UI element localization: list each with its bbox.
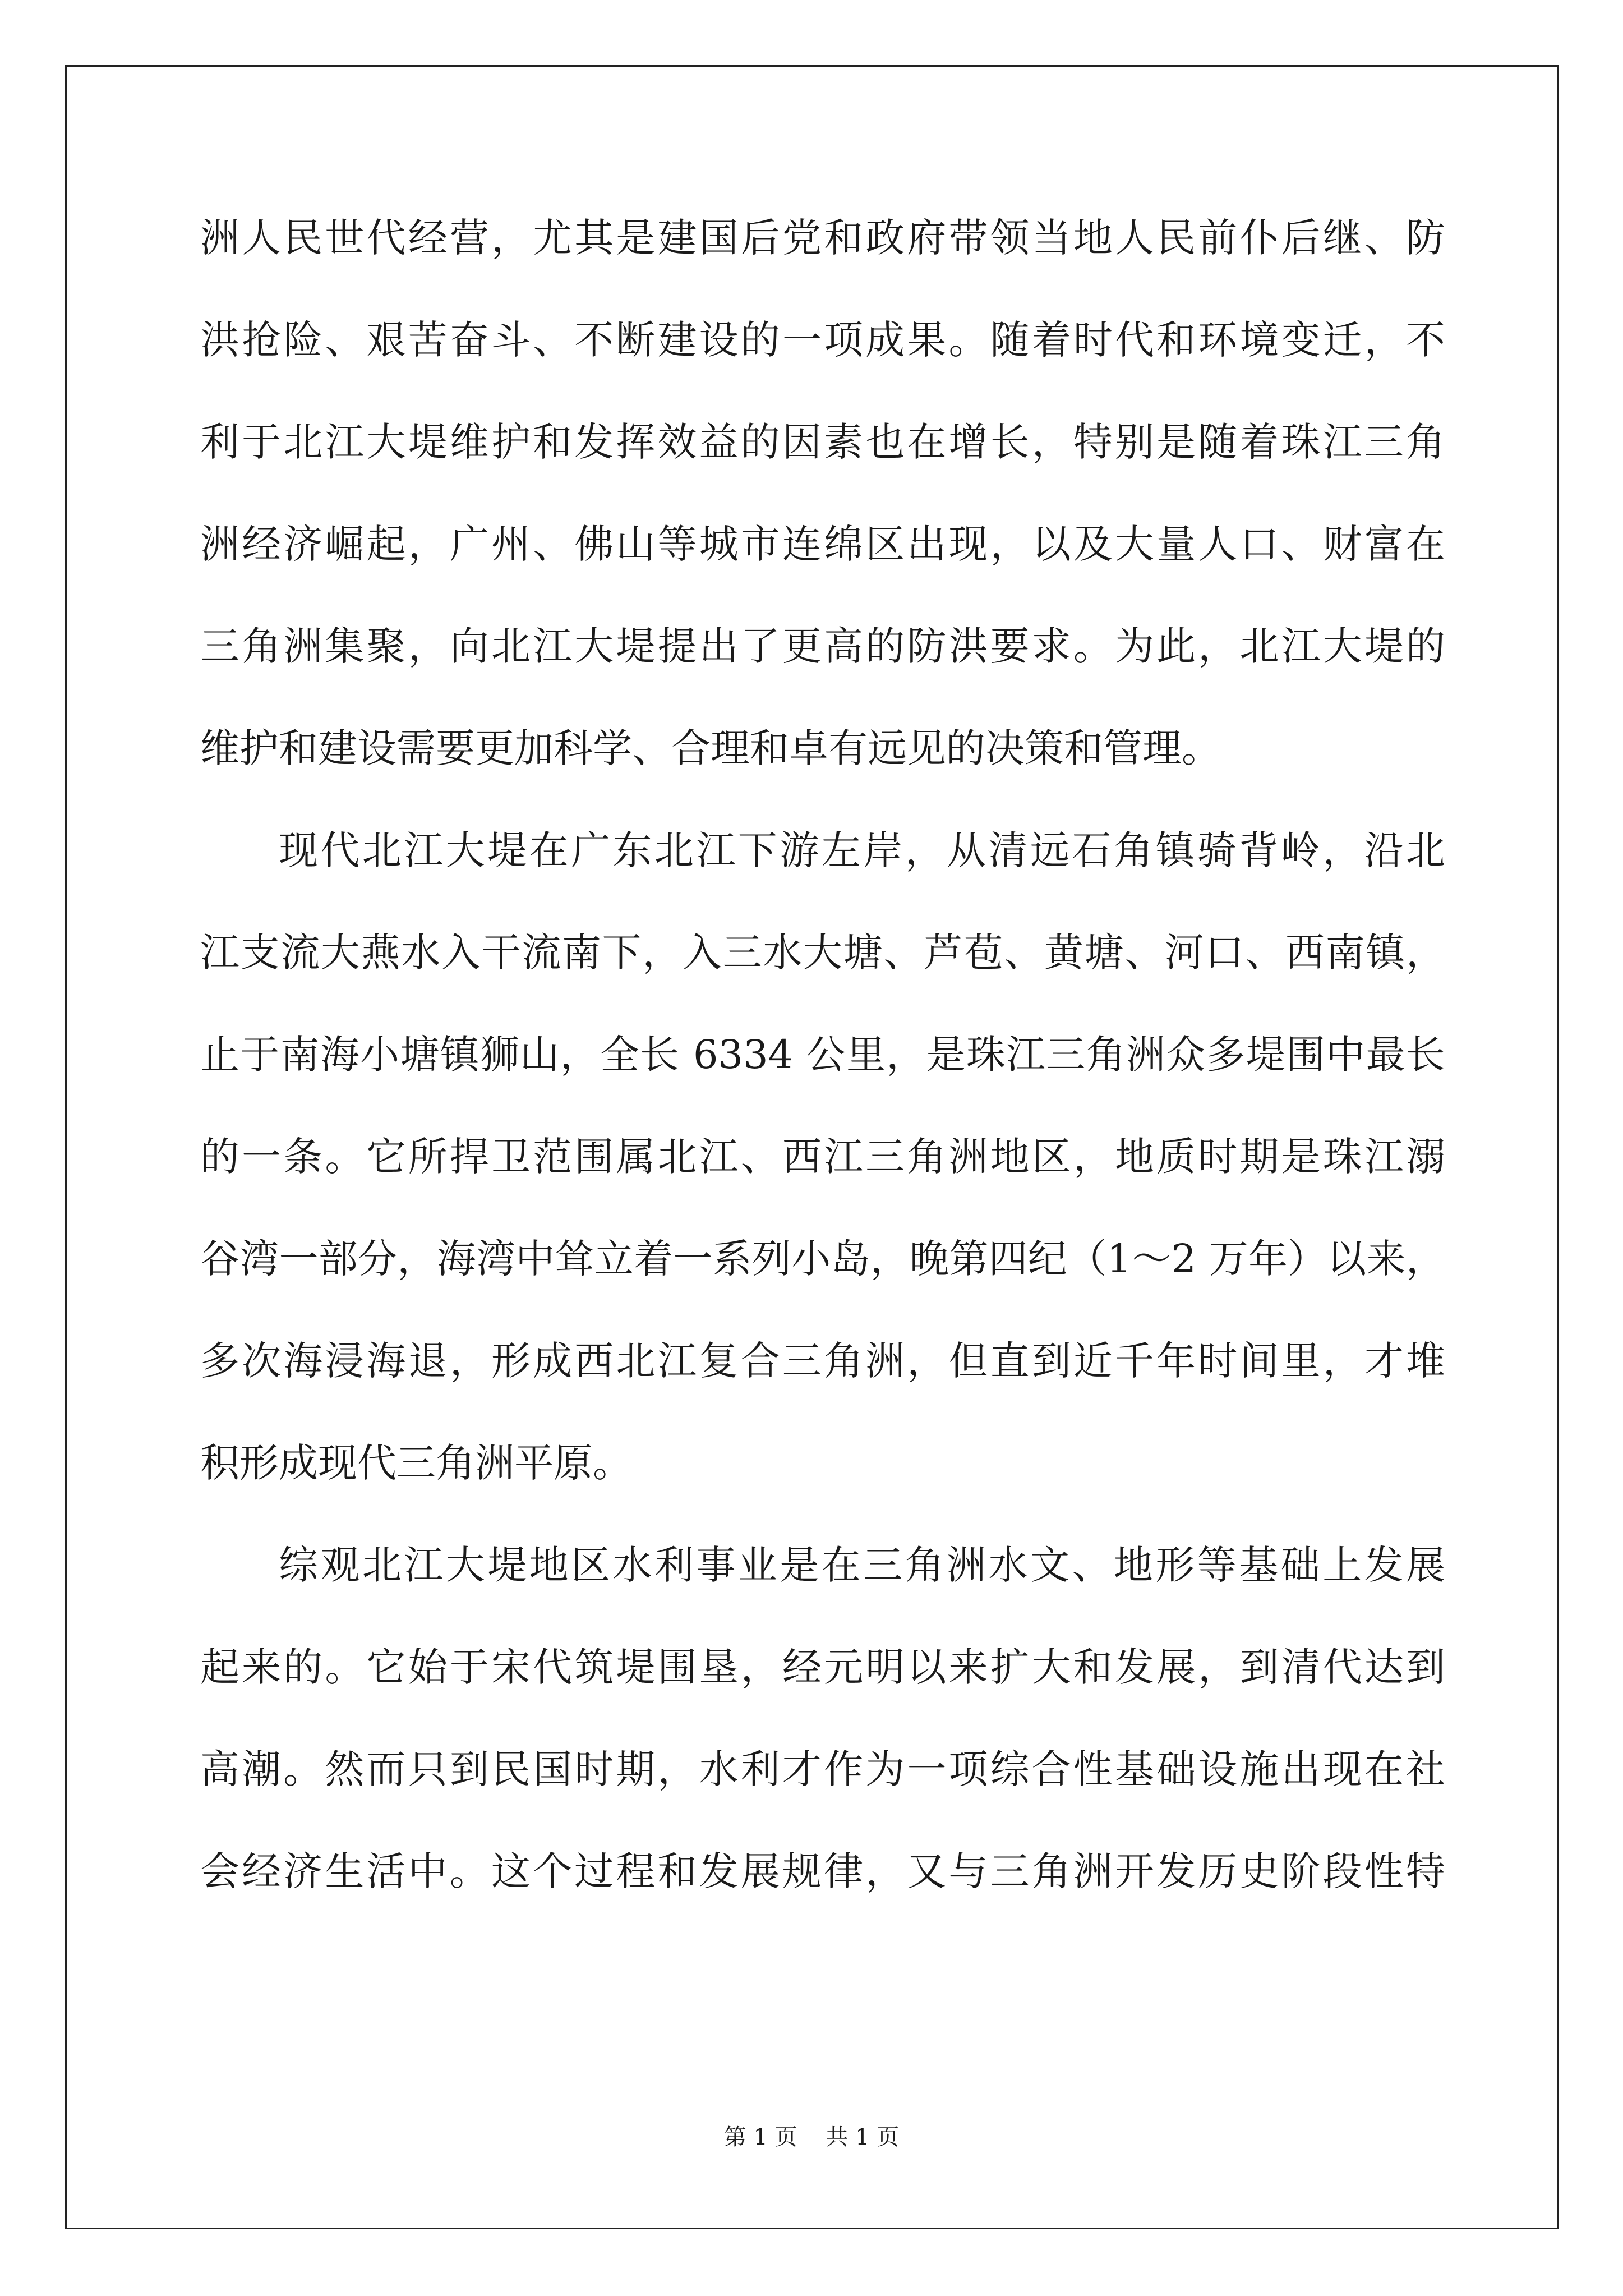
page-number: 第 1 页 共 1 页 [723, 2124, 900, 2150]
text-line: 谷湾一部分，海湾中耸立着一系列小岛，晚第四纪（1～2 万年）以来， [200, 1236, 1445, 1282]
text-line: 高潮。然而只到民国时期，水利才作为一项综合性基础设施出现在社 [200, 1746, 1445, 1792]
text-line: 的一条。它所捍卫范围属北江、西江三角洲地区，地质时期是珠江溺 [200, 1134, 1445, 1180]
text-line: 维护和建设需要更加科学、合理和卓有远见的决策和管理。 [200, 725, 1221, 771]
text-line: 积形成现代三角洲平原。 [200, 1440, 632, 1486]
document-body [200, 215, 1445, 1951]
text-line: 起来的。它始于宋代筑堤围垦，经元明以来扩大和发展，到清代达到 [200, 1644, 1445, 1690]
text-line: 洪抢险、艰苦奋斗、不断建设的一项成果。随着时代和环境变迁，不 [200, 317, 1445, 363]
text-line: 利于北江大堤维护和发挥效益的因素也在增长，特别是随着珠江三角 [200, 419, 1445, 465]
text-line: 多次海浸海退，形成西北江复合三角洲，但直到近千年时间里，才堆 [200, 1338, 1445, 1384]
text-line: 现代北江大堤在广东北江下游左岸，从清远石角镇骑背岭，沿北 [279, 827, 1445, 873]
text-line: 江支流大燕水入干流南下，入三水大塘、芦苞、黄塘、河口、西南镇， [200, 930, 1445, 976]
text-line: 综观北江大堤地区水利事业是在三角洲水文、地形等基础上发展 [279, 1542, 1445, 1588]
page-footer [0, 2124, 1623, 2151]
text-line: 洲经济崛起，广州、佛山等城市连绵区出现，以及大量人口、财富在 [200, 521, 1445, 567]
text-line: 会经济生活中。这个过程和发展规律，又与三角洲开发历史阶段性特 [200, 1848, 1445, 1894]
text-line: 洲人民世代经营，尤其是建国后党和政府带领当地人民前仆后继、防 [200, 215, 1445, 261]
text-line: 三角洲集聚，向北江大堤提出了更高的防洪要求。为此，北江大堤的 [200, 623, 1445, 669]
text-line: 止于南海小塘镇狮山，全长 6334 公里，是珠江三角洲众多堤围中最长 [200, 1032, 1445, 1078]
